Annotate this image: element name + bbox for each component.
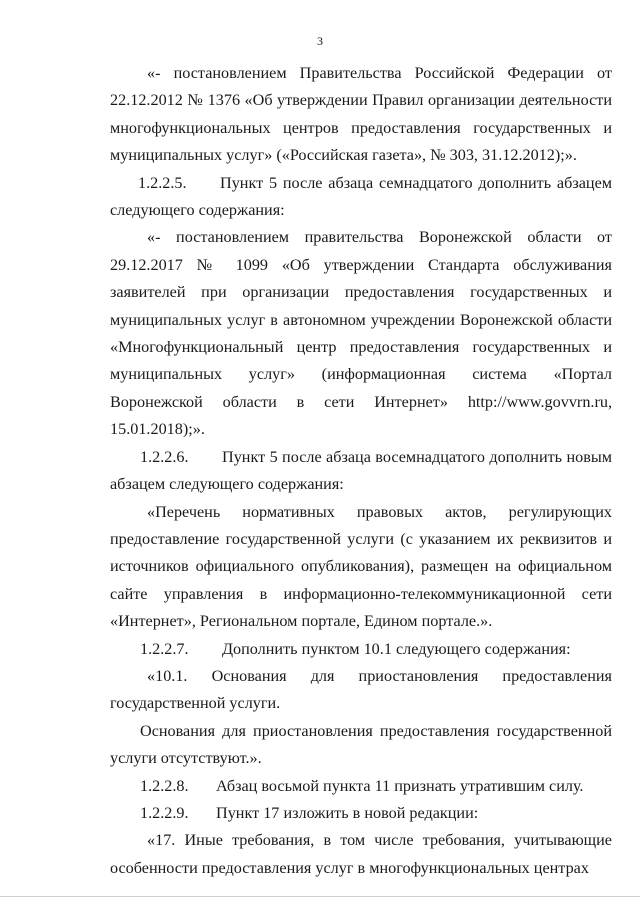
paragraph-1-2-2-6 [110, 444, 612, 499]
clause-number: 1.2.2.9. [140, 803, 189, 822]
paragraph-suspension-grounds: Основания для приостановления предоставления государственной услуги отсутствуют.». [110, 721, 612, 768]
clause-text: Пункт 17 изложить в новой редакции: [216, 803, 479, 822]
paragraph-1-2-2-5 [110, 170, 612, 225]
paragraph-decree-1099: «- постановлением правительства Воронежской области от 29.12.2017 № 1099 «Об утверждении Стандарта обслуживания заявителей при организации предоставления государственных и муниципальных услуг в автономном учреждении Воронежской области «Многофункциональный центр предоставления государственных и муниципальных услуг» (информационная система «Портал Воронежской области в сети Интернет» http://www.govvrn.ru, 15.01.2018);». [110, 228, 612, 439]
paragraph-legal-acts-list: «Перечень нормативных правовых актов, регулирующих предоставление государственной услуги (с указанием их реквизитов и источников официального опубликования), размещен на официальном сайте управления в информационно-телекоммуникационной сети «Интернет», Региональном портале, Едином портале.». [110, 502, 612, 631]
paragraph-17: «17. Иные требования, в том числе требования, учитывающие особенности предоставления услуг в многофункциональных центрах [110, 831, 612, 877]
clause-number: 1.2.2.7. [140, 639, 189, 658]
paragraph-10-1: «10.1. Основания для приостановления предоставления государственной услуги. [110, 666, 612, 713]
paragraph-decree-1376: «- постановлением Правительства Российской Федерации от 22.12.2012 № 1376 «Об утверждении Правил организации деятельности многофункциональных центров предоставления государственных и муниципальных услуг» («Российская газета», № 303, 31.12.2012);». [110, 64, 612, 165]
clause-number: 1.2.2.8. [140, 776, 189, 795]
page-bottom-edge [0, 896, 640, 897]
clause-number: 1.2.2.5. [138, 173, 187, 192]
page-number: 3 [317, 34, 323, 48]
clause-text: Дополнить пунктом 10.1 следующего содержания: [222, 639, 571, 658]
clause-text: Пункт 5 после абзаца семнадцатого дополнить абзацем следующего содержания: [110, 173, 612, 220]
document-body [110, 60, 612, 882]
paragraph-1-2-2-8 [110, 773, 612, 800]
clause-text: Пункт 5 после абзаца восемнадцатого дополнить новым абзацем следующего содержания: [110, 447, 612, 494]
clause-number: 1.2.2.6. [140, 447, 189, 466]
paragraph-1-2-2-9 [110, 800, 612, 827]
clause-text: Абзац восьмой пункта 11 признать утратившим силу. [216, 776, 584, 795]
paragraph-1-2-2-7 [110, 636, 612, 663]
